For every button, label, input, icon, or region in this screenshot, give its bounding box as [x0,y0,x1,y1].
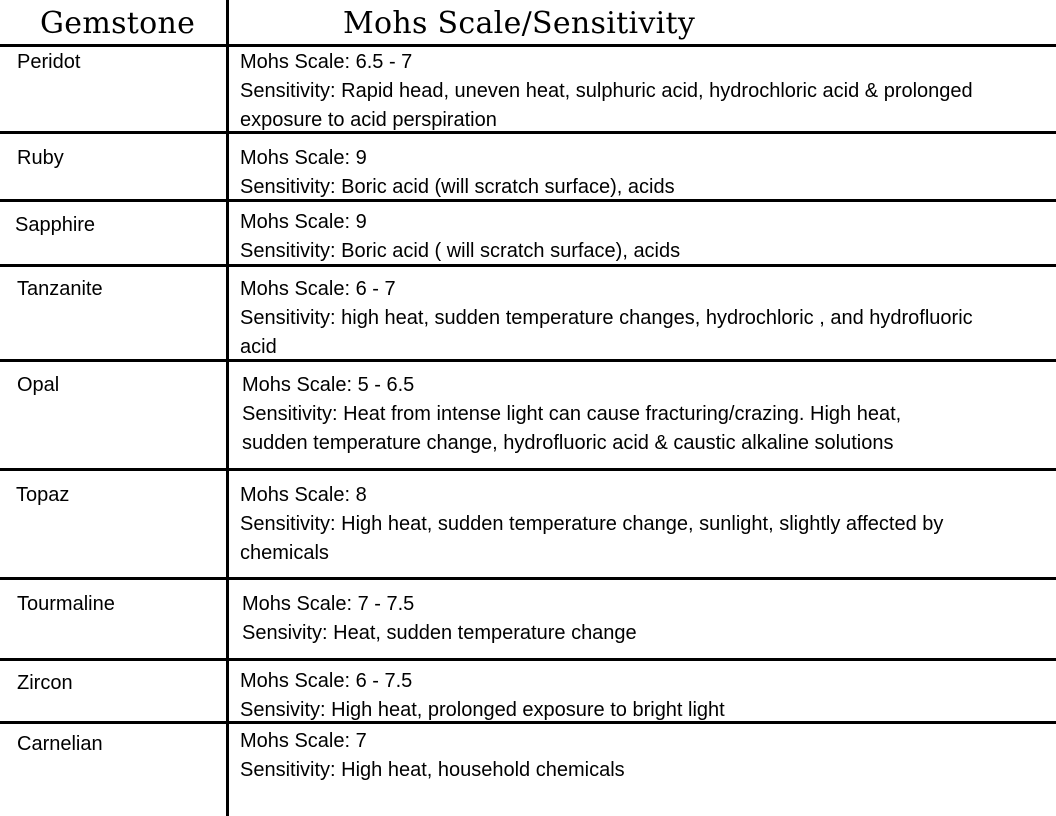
gemstone-name: Tourmaline [17,593,115,615]
sensitivity-line: Sensitivity: High heat, household chemicals [240,759,625,781]
sensitivity-line: chemicals [240,542,329,564]
gemstone-details [240,144,675,202]
header-gemstone: Gemstone [40,6,196,41]
sensitivity-line: sudden temperature change, hydrofluoric acid & caustic alkaline solutions [242,432,894,454]
sensitivity-line: Sensivity: High heat, prolonged exposure to bright light [240,699,725,721]
sensitivity-line: Sensitivity: High heat, sudden temperature change, sunlight, slightly affected by [240,513,944,535]
mohs-scale: Mohs Scale: 6 - 7 [240,278,396,300]
gemstone-details [242,590,637,648]
sensitivity-line: acid [240,336,277,358]
gemstone-details [242,371,901,458]
gemstone-name: Opal [17,374,60,396]
gemstone-name: Carnelian [17,733,103,755]
mohs-scale: Mohs Scale: 7 [240,730,367,752]
gemstone-name: Topaz [16,484,70,506]
gemstone-details [240,481,943,568]
sensitivity-line: Sensitivity: Heat from intense light can cause fracturing/crazing. High heat, [242,403,902,425]
column-divider [226,0,229,816]
gemstone-details [240,208,680,266]
mohs-scale: Mohs Scale: 9 [240,147,367,169]
mohs-scale: Mohs Scale: 5 - 6.5 [242,374,415,396]
gemstone-name: Peridot [17,51,81,73]
gemstone-details [240,275,973,362]
gemstone-name: Ruby [17,147,64,169]
gemstone-details [240,667,725,725]
row-divider [0,577,1056,580]
mohs-scale: Mohs Scale: 6.5 - 7 [240,51,413,73]
row-divider [0,658,1056,661]
sensitivity-line: Sensitivity: Rapid head, uneven heat, sulphuric acid, hydrochloric acid & prolonged [240,80,973,102]
row-divider [0,468,1056,471]
gemstone-details [240,727,625,785]
gemstone-name: Zircon [17,672,73,694]
sensitivity-line: Sensitivity: Boric acid (will scratch surface), acids [240,176,675,198]
header-mohs-sensitivity: Mohs Scale/Sensitivity [343,6,696,41]
mohs-scale: Mohs Scale: 7 - 7.5 [242,593,415,615]
mohs-scale: Mohs Scale: 6 - 7.5 [240,670,413,692]
mohs-scale: Mohs Scale: 9 [240,211,367,233]
sensitivity-line: Sensitivity: high heat, sudden temperature changes, hydrochloric , and hydrofluoric [240,307,973,329]
row-divider [0,44,1056,47]
gemstone-name: Sapphire [15,214,96,236]
sensitivity-line: exposure to acid perspiration [240,109,497,131]
sensitivity-line: Sensitivity: Boric acid ( will scratch surface), acids [240,240,681,262]
sensitivity-line: Sensivity: Heat, sudden temperature change [242,622,637,644]
mohs-scale: Mohs Scale: 8 [240,484,367,506]
gemstone-details [240,48,973,135]
gemstone-name: Tanzanite [17,278,103,300]
